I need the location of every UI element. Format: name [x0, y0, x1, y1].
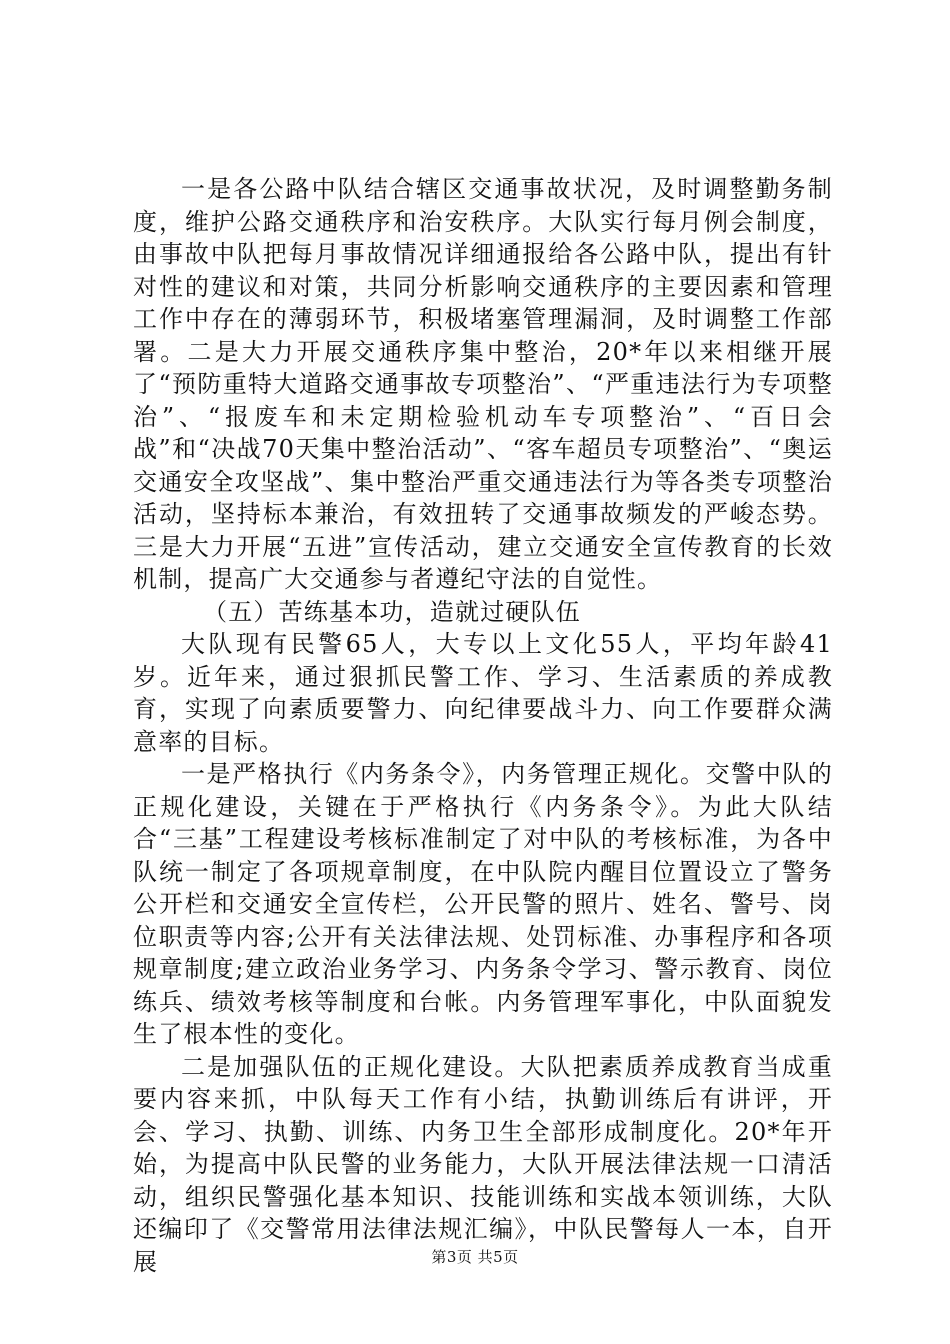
paragraph-internal-regulations: 一是严格执行《内务条令》，内务管理正规化。交警中队的正规化建设，关键在于严格执行《内务条令》。为此大队结合“三基”工程建设考核标准制定了对中队的考核标准，为各中队统一制定了各项规章制度，在中队院内醒目位置设立了警务公开栏和交通安全宣传栏，公开民警的照片、姓名、警号、岗位职责等内容;公开有关法律法规、处罚标准、办事程序和各项规章制度;建立政治业务学习、内务条令学习、警示教育、岗位练兵、绩效考核等制度和台帐。内务管理军事化，中队面貌发生了根本性的变化。	[133, 760, 833, 1048]
section-heading-basic-skills: （五）苦练基本功，造就过硬队伍	[203, 597, 581, 626]
paragraph-staff-overview: 大队现有民警65人，大专以上文化55人，平均年龄41岁。近年来，通过狠抓民警工作、学习、生活素质的养成教育，实现了向素质要警力、向纪律要战斗力、向工作要群众满意率的目标。	[133, 630, 833, 756]
paragraph-traffic-enforcement: 一是各公路中队结合辖区交通事故状况，及时调整勤务制度，维护公路交通秩序和治安秩序。大队实行每月例会制度，由事故中队把每月事故情况详细通报给各公路中队，提出有针对性的建议和对策，共同分析影响交通秩序的主要因素和管理工作中存在的薄弱环节，积极堵塞管理漏洞，及时调整工作部署。二是大力开展交通秩序集中整治，20*年以来相继开展了“预防重特大道路交通事故专项整治”、“严重违法行为专项整治”、“报废车和未定期检验机动车专项整治”、“百日会战”和“决战70天集中整治活动”、“客车超员专项整治”、“奥运交通安全攻坚战”、集中整治严重交通违法行为等各类专项整治活动，坚持标本兼治，有效扭转了交通事故频发的严峻态势。三是大力开展“五进”宣传活动，建立交通安全宣传教育的长效机制，提高广大交通参与者遵纪守法的自觉性。	[133, 175, 833, 593]
document-body	[133, 173, 833, 1278]
page-footer: 第3页 共5页	[431, 1248, 519, 1266]
paragraph-team-standardization: 二是加强队伍的正规化建设。大队把素质养成教育当成重要内容来抓，中队每天工作有小结，执勤训练后有讲评，开会、学习、执勤、训练、内务卫生全部形成制度化。20*年开始，为提高中队民警的业务能力，大队开展法律法规一口清活动，组织民警强化基本知识、技能训练和实战本领训练，大队还编印了《交警常用法律法规汇编》，中队民警每人一本，自开展	[133, 1052, 833, 1276]
